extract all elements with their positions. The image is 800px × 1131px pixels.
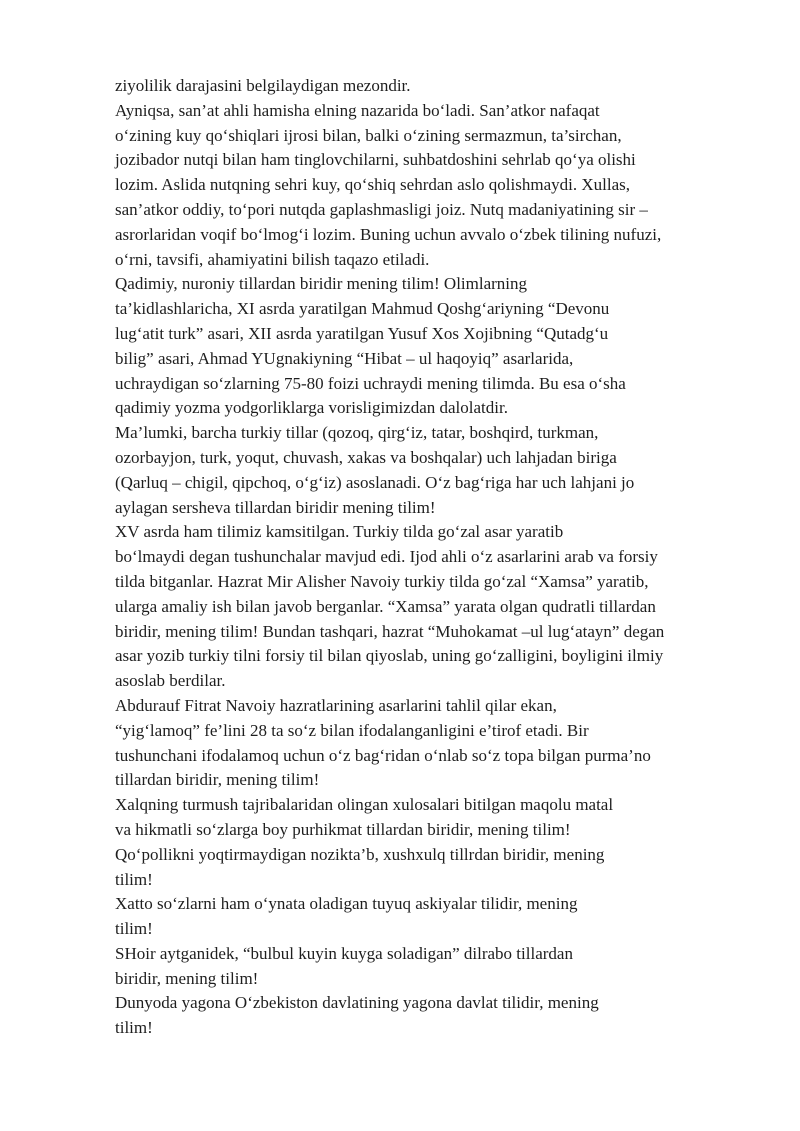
text-line: “yig‘lamoq” fe’lini 28 ta so‘z bilan ifodalanganligini e’tirof etadi. Bir: [115, 720, 589, 740]
text-line: bo‘lmaydi degan tushunchalar mavjud edi. Ijod ahli o‘z asarlarini arab va forsiy: [115, 547, 658, 567]
text-line: asoslab berdilar.: [115, 671, 226, 691]
text-line: biridir, mening tilim! Bundan tashqari, hazrat “Muhokamat –ul lug‘atayn” degan: [115, 621, 665, 641]
text-line: o‘rni, tavsifi, ahamiyatini bilish taqazo etiladi.: [115, 249, 430, 269]
text-line: uchraydigan so‘zlarning 75-80 foizi uchraydi mening tilimda. Bu esa o‘sha: [115, 373, 626, 393]
document-page: [115, 74, 735, 1041]
text-line: san’atkor oddiy, to‘pori nutqda gaplashmasligi joiz. Nutq madaniyatining sir –: [115, 199, 648, 219]
text-line: o‘zining kuy qo‘shiqlari ijrosi bilan, balki o‘zining sermazmun, ta’sirchan,: [115, 125, 622, 145]
text-line: Ma’lumki, barcha turkiy tillar (qozoq, qirg‘iz, tatar, boshqird, turkman,: [115, 423, 599, 443]
text-line: Qo‘pollikni yoqtirmaydigan nozikta’b, xushxulq tillrdan biridir, mening: [115, 844, 605, 864]
text-line: va hikmatli so‘zlarga boy purhikmat tillardan biridir, mening tilim!: [115, 819, 571, 839]
text-line: jozibador nutqi bilan ham tinglovchilarni, suhbatdoshini sehrlab qo‘ya olishi: [115, 150, 636, 170]
text-line: tilim!: [115, 869, 153, 889]
text-line: ta’kidlashlaricha, XI asrda yaratilgan Mahmud Qoshg‘ariyning “Devonu: [115, 299, 610, 319]
text-line: Abdurauf Fitrat Navoiy hazratlarining asarlarini tahlil qilar ekan,: [115, 695, 557, 715]
text-line: lozim. Aslida nutqning sehri kuy, qo‘shiq sehrdan aslo qolishmaydi. Xullas,: [115, 175, 630, 195]
text-line: (Qarluq – chigil, qipchoq, o‘g‘iz) asoslanadi. O‘z bag‘riga har uch lahjani jo: [115, 472, 635, 492]
text-line: ziyolilik darajasini belgilaydigan mezondir.: [115, 76, 411, 95]
text-line: Dunyoda yagona O‘zbekiston davlatining yagona davlat tilidir, mening: [115, 993, 599, 1013]
text-line: lug‘atit turk” asari, XII asrda yaratilgan Yusuf Xos Xojibning “Qutadg‘u: [115, 323, 609, 343]
text-line: ozorbayjon, turk, yoqut, chuvash, xakas va boshqalar) uch lahjadan biriga: [115, 447, 617, 467]
text-line: biridir, mening tilim!: [115, 968, 259, 988]
text-line: Xatto so‘zlarni ham o‘ynata oladigan tuyuq askiyalar tilidir, mening: [115, 894, 578, 914]
text-line: XV asrda ham tilimiz kamsitilgan. Turkiy tilda go‘zal asar yaratib: [115, 522, 564, 542]
text-line: bilig” asari, Ahmad YUgnakiyning “Hibat – ul haqoyiq” asarlarida,: [115, 348, 574, 368]
text-line: tilim!: [115, 919, 153, 939]
text-line: tilim!: [115, 1018, 153, 1038]
text-line: qadimiy yozma yodgorliklarga vorisligimizdan dalolatdir.: [115, 398, 508, 418]
text-line: aylagan sersheva tillardan biridir mening tilim!: [115, 497, 436, 517]
text-line: tilda bitganlar. Hazrat Mir Alisher Navoiy turkiy tilda go‘zal “Xamsa” yaratib,: [115, 571, 649, 591]
text-line: Xalqning turmush tajribalaridan olingan xulosalari bitilgan maqolu matal: [115, 795, 614, 815]
text-line: Qadimiy, nuroniy tillardan biridir mening tilim! Olimlarning: [115, 274, 528, 294]
text-line: Ayniqsa, san’at ahli hamisha elning nazarida bo‘ladi. San’atkor nafaqat: [115, 100, 600, 120]
text-line: asar yozib turkiy tilni forsiy til bilan qiyoslab, uning go‘zalligini, boyligini ilmiy: [115, 646, 664, 666]
text-line: ularga amaliy ish bilan javob berganlar. “Xamsa” yarata olgan qudratli tillardan: [115, 596, 656, 616]
text-line: SHoir aytganidek, “bulbul kuyin kuyga soladigan” dilrabo tillardan: [115, 943, 573, 963]
text-line: tushunchani ifodalamoq uchun o‘z bag‘ridan o‘nlab so‘z topa bilgan purma’no: [115, 745, 651, 765]
text-line: tillardan biridir, mening tilim!: [115, 770, 320, 790]
text-line: asrorlaridan voqif bo‘lmog‘i lozim. Buning uchun avvalo o‘zbek tilining nufuzi,: [115, 224, 662, 244]
